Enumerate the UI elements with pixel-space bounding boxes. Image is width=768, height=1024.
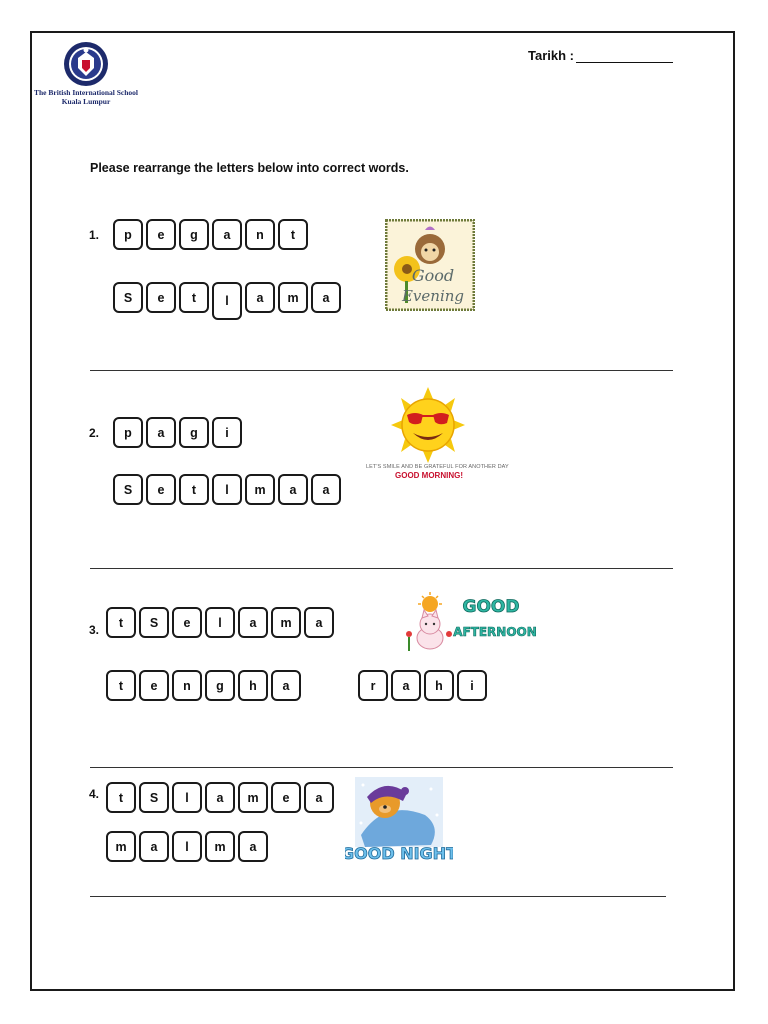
question-number: 3. xyxy=(89,623,100,637)
letter-tile[interactable]: a xyxy=(146,417,176,448)
letter-tile[interactable]: m xyxy=(278,282,308,313)
question-number: 4. xyxy=(89,787,100,801)
answer-line[interactable] xyxy=(90,767,673,768)
letter-tile[interactable]: m xyxy=(205,831,235,862)
letter-tile[interactable]: m xyxy=(271,607,301,638)
letter-tile[interactable]: e xyxy=(146,282,176,313)
letter-tile[interactable]: g xyxy=(179,219,209,250)
letter-tile[interactable]: a xyxy=(304,782,334,813)
school-name-line1: The British International School xyxy=(34,88,138,97)
letter-row xyxy=(106,670,304,701)
image-text-evening: Evening xyxy=(401,287,465,305)
date-field xyxy=(528,48,673,63)
letter-tile[interactable]: e xyxy=(146,474,176,505)
letter-row xyxy=(106,782,337,813)
letter-tile[interactable]: a xyxy=(238,831,268,862)
letter-tile[interactable]: a xyxy=(205,782,235,813)
letter-tile[interactable]: l xyxy=(212,282,242,320)
letter-tile[interactable]: p xyxy=(113,417,143,448)
letter-tile[interactable]: n xyxy=(172,670,202,701)
letter-tile[interactable]: m xyxy=(238,782,268,813)
letter-row xyxy=(106,607,337,638)
letter-tile[interactable]: t xyxy=(278,219,308,250)
image-text-afternoon: AFTERNOON xyxy=(453,625,537,639)
letter-tile[interactable]: e xyxy=(146,219,176,250)
letter-tile[interactable]: S xyxy=(139,782,169,813)
letter-row xyxy=(106,831,271,862)
instruction-text: Please rearrange the letters below into correct words. xyxy=(90,161,409,175)
letter-tile[interactable]: t xyxy=(179,282,209,313)
image-text-good: Good xyxy=(411,266,455,285)
letter-tile[interactable]: e xyxy=(139,670,169,701)
letter-tile[interactable]: h xyxy=(238,670,268,701)
letter-tile[interactable]: a xyxy=(304,607,334,638)
letter-row xyxy=(113,474,344,505)
letter-tile[interactable]: S xyxy=(113,474,143,505)
letter-tile[interactable]: a xyxy=(311,282,341,313)
letter-tile[interactable]: S xyxy=(139,607,169,638)
letter-row xyxy=(113,282,344,320)
letter-tile[interactable]: m xyxy=(245,474,275,505)
letter-row xyxy=(358,670,490,701)
letter-tile[interactable]: r xyxy=(358,670,388,701)
letter-tile[interactable]: t xyxy=(106,670,136,701)
letter-tile[interactable]: l xyxy=(172,831,202,862)
letter-tile[interactable]: e xyxy=(271,782,301,813)
school-name xyxy=(30,88,142,106)
answer-line[interactable] xyxy=(90,896,666,897)
letter-tile[interactable]: i xyxy=(457,670,487,701)
letter-tile[interactable]: t xyxy=(106,607,136,638)
letter-tile[interactable]: S xyxy=(113,282,143,313)
image-text-good-night: GOOD NIGHT xyxy=(345,844,453,863)
letter-tile[interactable]: a xyxy=(139,831,169,862)
letter-tile[interactable]: t xyxy=(179,474,209,505)
letter-tile[interactable]: l xyxy=(172,782,202,813)
letter-tile[interactable]: a xyxy=(278,474,308,505)
image-text-good-morning: GOOD MORNING! xyxy=(395,471,463,480)
letter-tile[interactable]: a xyxy=(271,670,301,701)
school-logo xyxy=(60,38,112,90)
good-night-image xyxy=(345,775,453,865)
letter-row xyxy=(113,219,311,250)
date-label: Tarikh : xyxy=(528,48,574,63)
good-morning-image xyxy=(363,385,509,480)
school-crest-icon xyxy=(60,38,112,90)
letter-row xyxy=(113,417,245,448)
letter-tile[interactable]: l xyxy=(212,474,242,505)
letter-tile[interactable]: h xyxy=(424,670,454,701)
letter-tile[interactable]: m xyxy=(106,831,136,862)
letter-tile[interactable]: t xyxy=(106,782,136,813)
answer-line[interactable] xyxy=(90,370,673,371)
letter-tile[interactable]: a xyxy=(245,282,275,313)
letter-tile[interactable]: p xyxy=(113,219,143,250)
question-number: 2. xyxy=(89,426,100,440)
good-evening-image xyxy=(385,219,475,311)
letter-tile[interactable]: i xyxy=(212,417,242,448)
letter-tile[interactable]: g xyxy=(205,670,235,701)
letter-tile[interactable]: n xyxy=(245,219,275,250)
letter-tile[interactable]: e xyxy=(172,607,202,638)
image-text-good: GOOD xyxy=(462,597,520,617)
date-blank-line[interactable] xyxy=(576,50,673,63)
image-text-small: LET'S SMILE AND BE GRATEFUL FOR ANOTHER DAY xyxy=(366,464,509,470)
school-name-line2: Kuala Lumpur xyxy=(61,97,111,106)
answer-line[interactable] xyxy=(90,568,673,569)
letter-tile[interactable]: a xyxy=(311,474,341,505)
letter-tile[interactable]: a xyxy=(238,607,268,638)
letter-tile[interactable]: g xyxy=(179,417,209,448)
good-afternoon-image xyxy=(403,590,543,660)
question-number: 1. xyxy=(89,228,100,242)
letter-tile[interactable]: l xyxy=(205,607,235,638)
letter-tile[interactable]: a xyxy=(212,219,242,250)
letter-tile[interactable]: a xyxy=(391,670,421,701)
